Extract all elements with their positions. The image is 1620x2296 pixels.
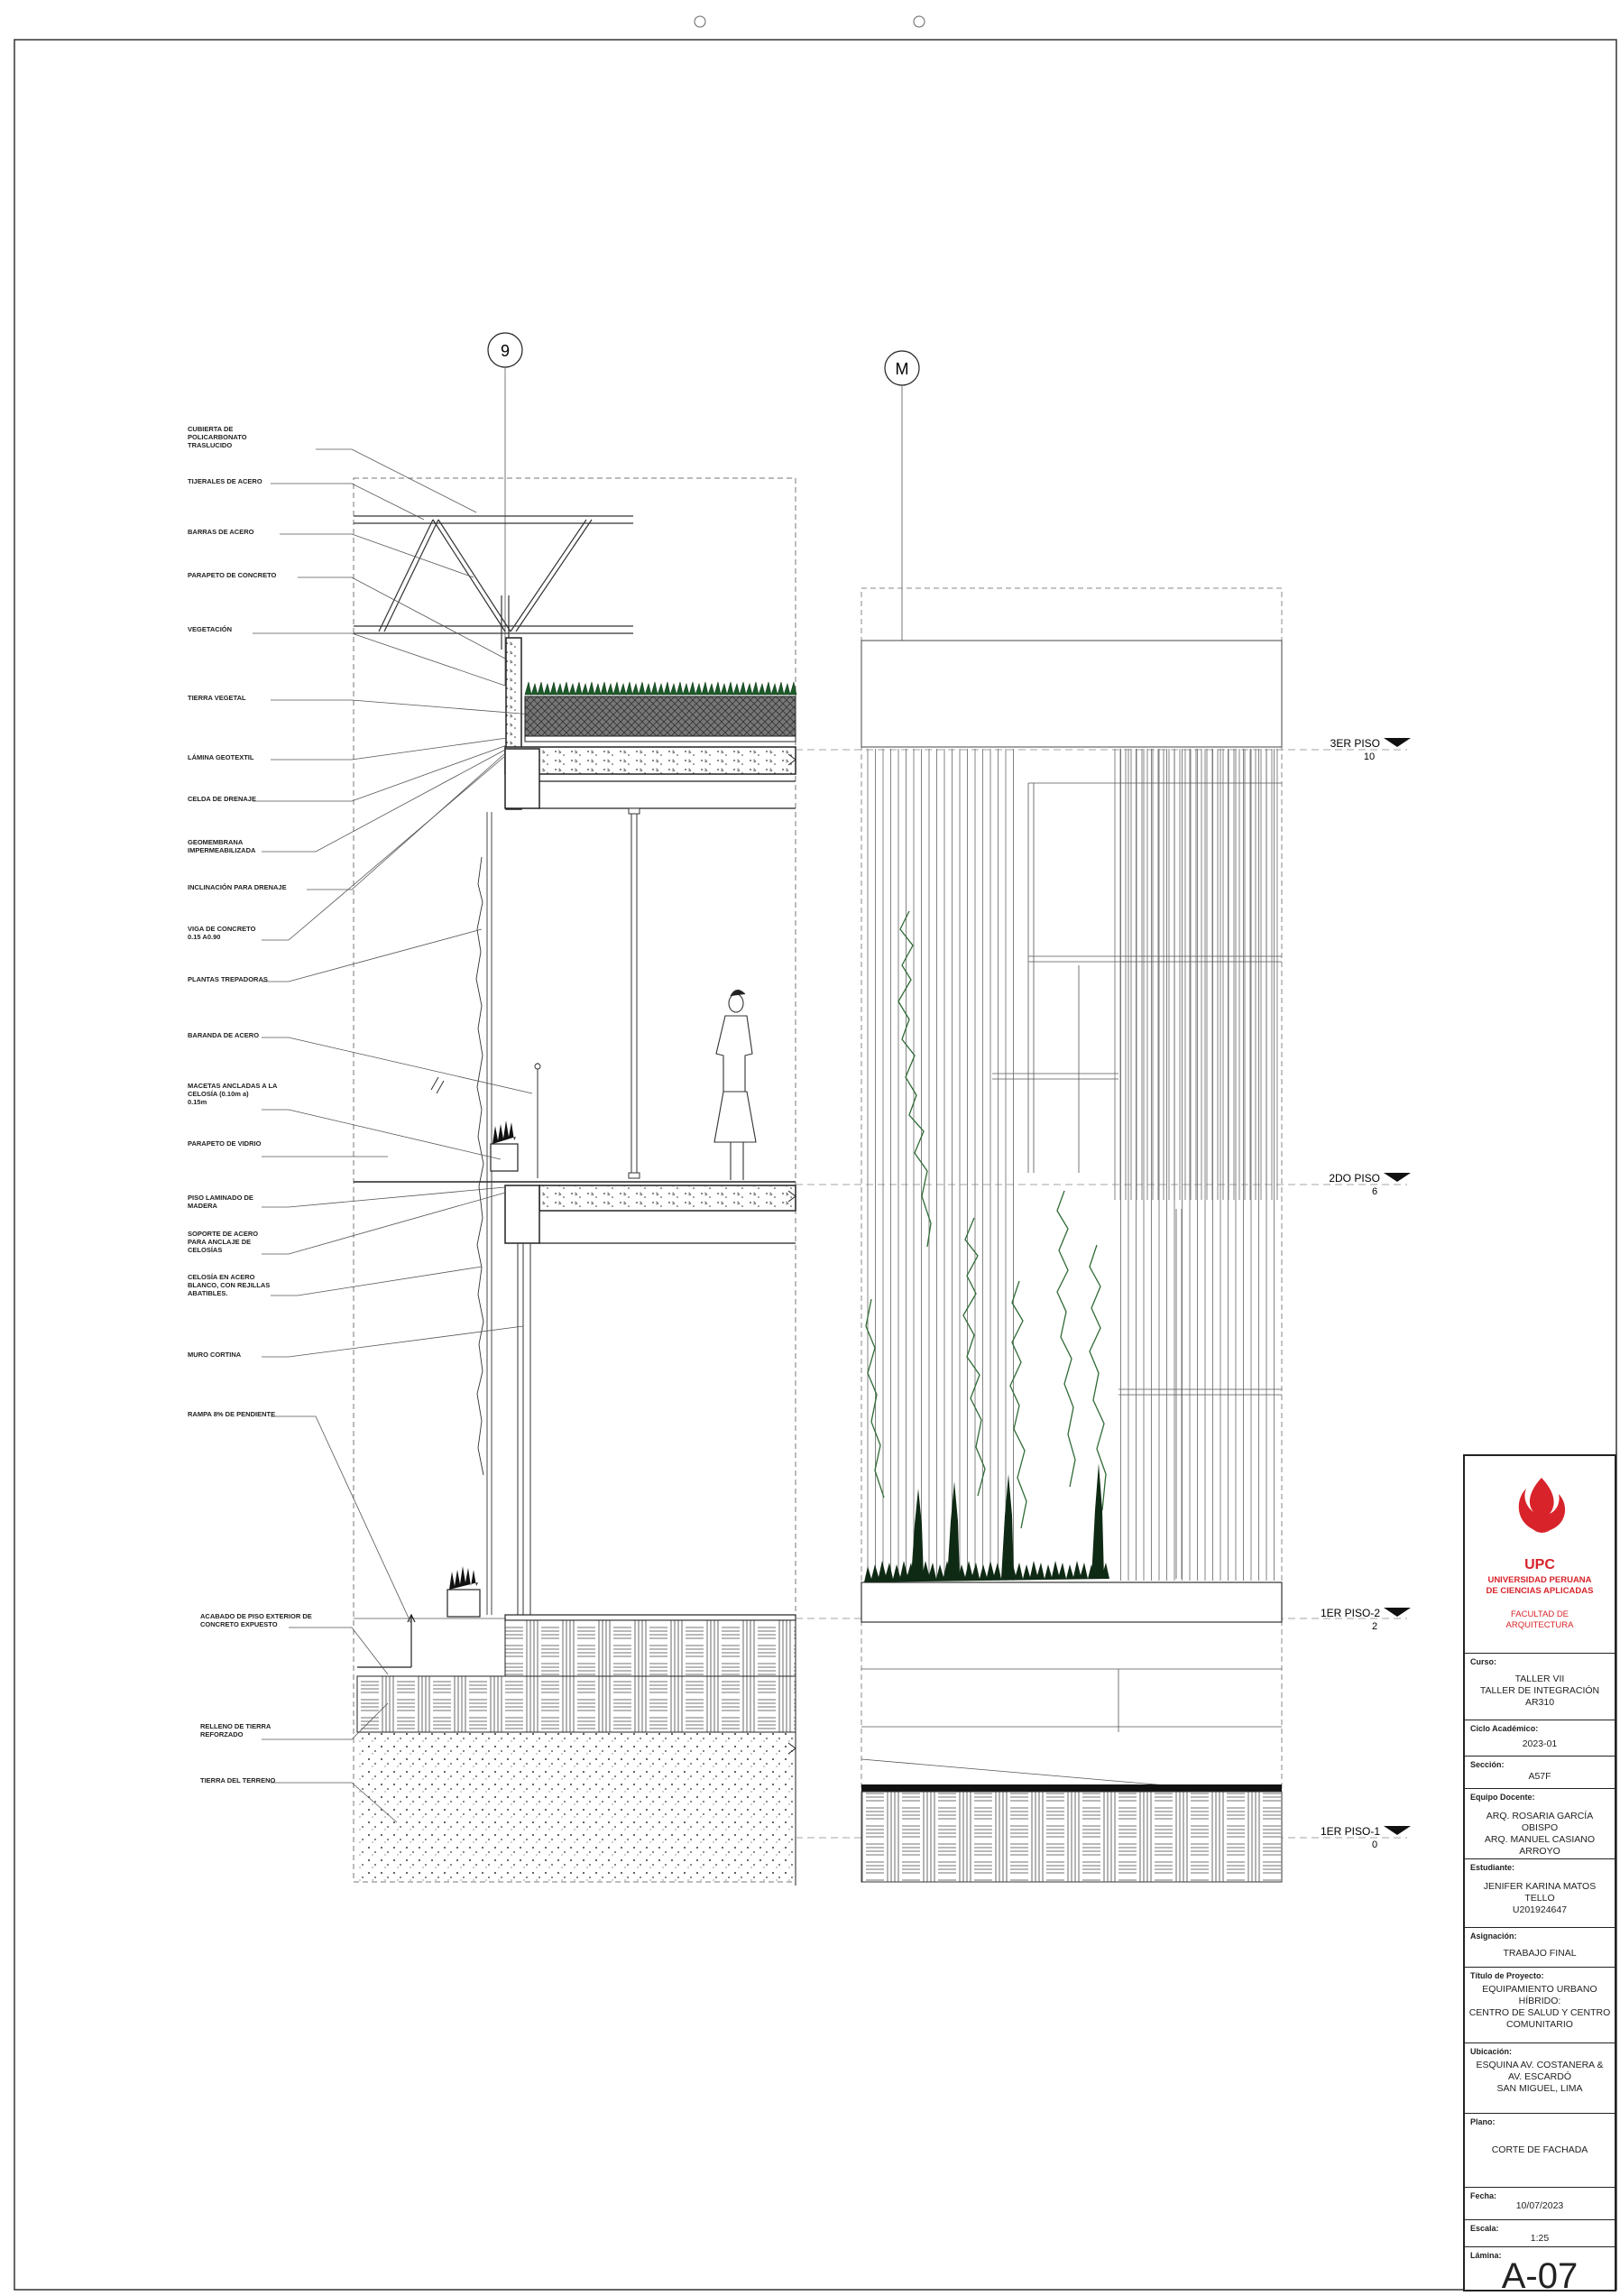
level-1b-value: 2 [1371,1621,1378,1632]
field-value: EQUIPAMIENTO URBANO HÍBRIDO: CENTRO DE SALUD Y CENTRO COMUNITARIO [1468,1984,1611,2030]
callout-label: PISO LAMINADO DE MADERA [188,1194,253,1210]
section-drawing [354,333,1407,1886]
level-3-value: 10 [1363,752,1376,762]
field-ubicacion [1465,2042,1615,2113]
field-ciclo [1465,1720,1615,1756]
print-mark-right [914,16,925,27]
callout-label: BARANDA DE ACERO [188,1031,260,1039]
level-1a-name: 1ER PISO-1 [1320,1825,1380,1838]
field-label: Lámina: [1470,2251,1502,2260]
green-roof [525,682,796,742]
elevation-drawing [861,351,1282,1882]
level-1a-value: 0 [1371,1840,1378,1850]
field-curso [1465,1653,1615,1720]
planter-vegetation [864,1561,1109,1582]
upc-logo-icon [1510,1472,1573,1544]
callout-label: TIERRA DEL TERRENO [200,1776,276,1784]
field-label: Sección: [1470,1760,1505,1769]
sheet-number: A-07 [1501,2256,1579,2296]
callout-label: PARAPETO DE VIDRIO [188,1139,262,1148]
field-label: Equipo Docente: [1470,1793,1535,1802]
climbing-vines [866,911,1106,1528]
callout-label: CELDA DE DRENAJE [188,795,256,803]
logo-box [1465,1456,1615,1653]
callout-label: TIJERALES DE ACERO [188,477,262,485]
field-value: 1:25 [1530,2233,1550,2244]
title-block [1463,1454,1616,2296]
field-asignacion [1465,1927,1615,1967]
logo-university: UNIVERSIDAD PERUANA DE CIENCIAS APLICADAS [1486,1575,1594,1596]
callout-label: GEOMEMBRANA IMPERMEABILIZADA [188,838,256,854]
field-value: 10/07/2023 [1515,2200,1564,2211]
field-label: Título de Proyecto: [1470,1971,1544,1980]
callout-label: RELLENO DE TIERRA REFORZADO [200,1722,272,1738]
field-escala [1465,2219,1615,2246]
level-1b-name: 1ER PISO-2 [1320,1607,1380,1619]
field-value: CORTE DE FACHADA [1491,2144,1588,2155]
field-lamina [1465,2246,1615,2296]
field-label: Curso: [1470,1657,1496,1666]
callout-label: MACETAS ANCLADAS A LA CELOSÍA (0.10m a) 0.15m [188,1082,278,1106]
callout-label: LÁMINA GEOTEXTIL [188,753,254,761]
field-equipo [1465,1788,1615,1858]
field-fecha [1465,2187,1615,2219]
callout-label: RAMPA 8% DE PENDIENTE [188,1410,276,1418]
person-figure [714,990,756,1180]
callout-label: ACABADO DE PISO EXTERIOR DE CONCRETO EXPUESTO [200,1612,312,1628]
planter-1st [447,1590,480,1617]
field-label: Fecha: [1470,2191,1497,2200]
field-value: TALLER VII TALLER DE INTEGRACIÓN AR310 [1479,1674,1600,1708]
level-2-name: 2DO PISO [1329,1172,1380,1185]
logo-acronym: UPC [1524,1557,1555,1572]
sheet-border [14,40,1616,2290]
steel-lattice [868,749,1277,1581]
field-plano [1465,2113,1615,2187]
climbing-plants [476,857,483,1475]
callout-label: TIERRA VEGETAL [188,694,246,702]
grid-bubble-m-label: M [895,360,909,378]
field-label: Ciclo Académico: [1470,1724,1539,1733]
dark-shrubs [911,1463,1104,1579]
level-3-name: 3ER PISO [1330,737,1380,750]
callout-label: PARAPETO DE CONCRETO [188,571,277,579]
field-value: ESQUINA AV. COSTANERA & AV. ESCARDÓ SAN MIGUEL, LIMA [1476,2060,1604,2094]
field-value: A57F [1528,1771,1551,1782]
field-label: Ubicación: [1470,2047,1513,2056]
field-value: ARQ. ROSARIA GARCÍA OBISPO ARQ. MANUEL CASIANO ARROYO [1484,1811,1596,1857]
level-marker-1b [1321,1607,1411,1632]
callout-label: INCLINACIÓN PARA DRENAJE [188,883,287,891]
field-label: Asignación: [1470,1932,1517,1941]
logo-faculty: FACULTAD DE ARQUITECTURA [1505,1609,1574,1630]
field-value: JENIFER KARINA MATOS TELLO U201924647 [1483,1881,1597,1915]
grid-bubble-9-label: 9 [500,342,511,360]
callout-label: CUBIERTA DE POLICARBONATO TRASLUCIDO [188,425,247,449]
field-label: Escala: [1470,2224,1499,2233]
callout-label: SOPORTE DE ACERO PARA ANCLAJE DE CELOSÍAS [188,1230,259,1254]
callout-label: CELOSÍA EN ACERO BLANCO, CON REJILLAS ABATIBLES. [188,1273,271,1297]
field-titulo [1465,1967,1615,2042]
field-label: Estudiante: [1470,1863,1515,1872]
print-mark-left [695,16,705,27]
field-value: 2023-01 [1522,1738,1558,1749]
callout-label: VIGA DE CONCRETO 0.15 A0.90 [188,925,256,941]
callout-label: MURO CORTINA [188,1351,242,1359]
planter-2nd [491,1144,518,1171]
callout-label: BARRAS DE ACERO [188,528,254,536]
field-value: TRABAJO FINAL [1503,1948,1577,1959]
callout-label: PLANTAS TREPADORAS [188,975,268,983]
field-seccion [1465,1756,1615,1788]
field-estudiante [1465,1858,1615,1927]
field-label: Plano: [1470,2117,1496,2126]
level-markers [1321,737,1411,1850]
callout-labels [188,425,312,1784]
level-2-value: 6 [1371,1186,1378,1197]
callout-label: VEGETACIÓN [188,625,233,633]
